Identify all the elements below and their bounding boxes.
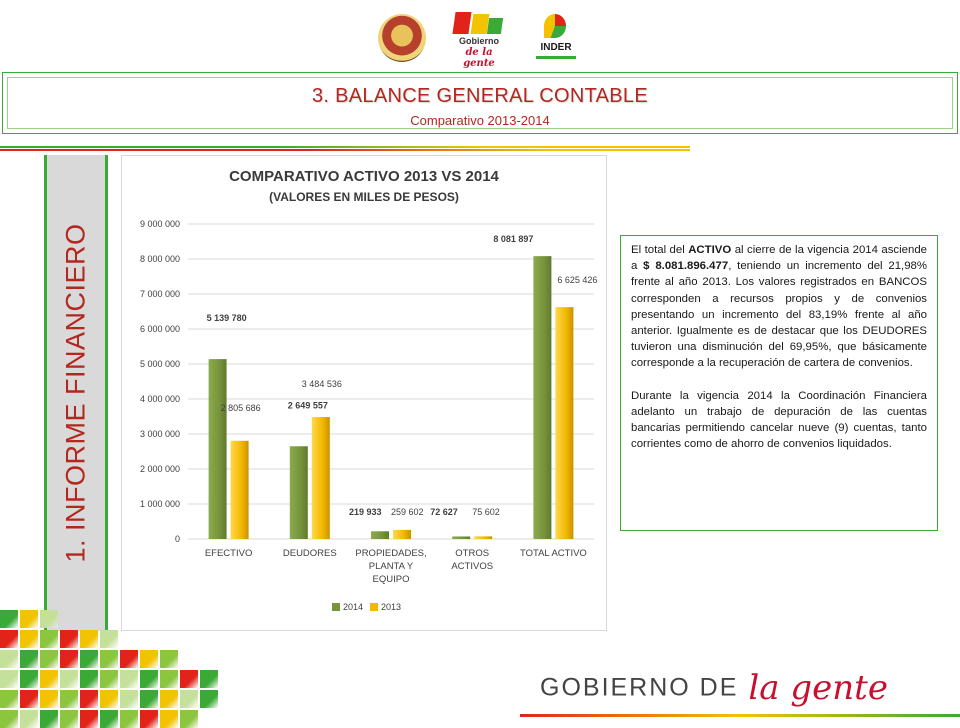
x-category-label: DEUDORES	[282, 548, 337, 559]
bar-2013	[231, 441, 249, 539]
mosaic-tile	[60, 650, 78, 668]
mosaic-tile	[0, 610, 18, 628]
gobierno-de-la-gente-logo	[448, 12, 510, 69]
mosaic-tile	[40, 610, 58, 628]
page-title: 3. BALANCE GENERAL CONTABLE	[312, 85, 648, 107]
p1-activo-bold: ACTIVO	[688, 244, 732, 256]
title-box	[2, 72, 958, 134]
mosaic-tile	[180, 670, 198, 688]
logo-shape-red	[452, 12, 471, 34]
x-category-label: PROPIEDADES,	[355, 548, 427, 559]
bar-2013	[393, 530, 411, 539]
y-tick-label: 1 000 000	[139, 499, 180, 509]
inder-logo-text: INDER	[540, 42, 572, 53]
footer-logo-text-1: GOBIERNO DE	[540, 673, 739, 702]
legend-label-2013: 2013	[381, 602, 402, 612]
bar-chart	[122, 156, 608, 632]
data-label-2013: 75 602	[472, 507, 500, 517]
mosaic-tile	[20, 630, 38, 648]
mosaic-tile	[100, 670, 118, 688]
data-label-2014: 2 649 557	[287, 400, 328, 411]
mosaic-tile	[40, 710, 58, 728]
bar-2014	[209, 359, 227, 539]
inder-logo-underline	[536, 56, 576, 59]
mosaic-tile	[0, 630, 18, 648]
legend-swatch-2014	[332, 603, 340, 611]
y-tick-label: 2 000 000	[139, 464, 180, 474]
page-subtitle: Comparativo 2013-2014	[410, 113, 550, 128]
mosaic-tile	[80, 690, 98, 708]
x-category-label: ACTIVOS	[451, 561, 494, 572]
mosaic-tile	[20, 670, 38, 688]
logo-shape-green	[487, 18, 503, 34]
mosaic-tile	[180, 710, 198, 728]
data-label-2014: 5 139 780	[206, 313, 247, 324]
mosaic-tile	[120, 690, 138, 708]
chart-subtitle: (VALORES EN MILES DE PESOS)	[269, 190, 459, 204]
mosaic-tile	[40, 650, 58, 668]
mosaic-tile	[0, 690, 18, 708]
p1-text-e: , teniendo un incremento del 21,98% frente al año 2013. Los valores registrados en BANCOS corresponden a recursos propios y de convenios presentando un incremento del 83,19% frente al año anterior. Igualmente es de destacar que los DEUDORES tuvieron una disminución del 69,95%, que básicamente corresponde a la recuperación de cartera de convenios.	[631, 260, 928, 370]
mosaic-tile	[120, 710, 138, 728]
x-category-label: EFECTIVO	[204, 548, 253, 559]
y-tick-label: 7 000 000	[139, 289, 180, 299]
mosaic-tile	[140, 650, 158, 668]
data-label-2013: 259 602	[391, 507, 424, 517]
mosaic-tile	[100, 710, 118, 728]
mosaic-tile	[40, 670, 58, 688]
bar-2013	[474, 536, 492, 539]
side-banner-text: 1. INFORME FINANCIERO	[60, 223, 91, 563]
bar-2014	[371, 531, 389, 539]
data-label-2014: 219 933	[349, 507, 382, 517]
x-category-label: OTROS	[455, 548, 490, 559]
header-logos	[370, 8, 590, 70]
mosaic-tile	[80, 650, 98, 668]
side-banner	[44, 155, 108, 631]
mosaic-tile	[20, 710, 38, 728]
y-tick-label: 3 000 000	[139, 429, 180, 439]
decorative-mosaic	[0, 610, 240, 720]
mosaic-tile	[100, 630, 118, 648]
description-text-box	[620, 235, 938, 531]
footer-logo-text-2: la gente	[748, 668, 888, 708]
mosaic-tile	[140, 710, 158, 728]
legend-label-2014: 2014	[343, 602, 364, 612]
data-label-2014: 72 627	[430, 507, 458, 517]
data-label-2013: 2 805 686	[220, 402, 261, 413]
mosaic-tile	[80, 630, 98, 648]
chart-panel	[121, 155, 607, 631]
mosaic-tile	[140, 690, 158, 708]
mosaic-tile	[180, 690, 198, 708]
mosaic-tile	[160, 670, 178, 688]
y-tick-label: 9 000 000	[139, 219, 180, 229]
gobierno-logo-line1: Gobierno	[459, 36, 499, 46]
chart-title: COMPARATIVO ACTIVO 2013 VS 2014	[229, 168, 499, 185]
bar-2014	[290, 446, 308, 539]
mosaic-tile	[140, 670, 158, 688]
mosaic-tile	[0, 670, 18, 688]
decorative-stripes	[0, 146, 690, 151]
p1-amount-bold: $ 8.081.896.477	[643, 260, 729, 273]
bar-2013	[555, 307, 573, 539]
mosaic-tile	[20, 650, 38, 668]
legend-swatch-2013	[370, 603, 378, 611]
y-tick-label: 6 000 000	[139, 324, 180, 334]
footer-logo	[540, 668, 888, 712]
y-tick-label: 0	[174, 534, 180, 544]
bar-2014	[452, 536, 470, 539]
mosaic-tile	[160, 690, 178, 708]
y-tick-label: 5 000 000	[139, 359, 180, 369]
mosaic-tile	[100, 650, 118, 668]
footer-color-bar	[520, 714, 960, 717]
mosaic-tile	[120, 670, 138, 688]
seal-logo-icon	[378, 14, 426, 62]
data-label-2013: 3 484 536	[301, 379, 342, 390]
inder-swirl-icon	[544, 14, 566, 38]
mosaic-tile	[60, 630, 78, 648]
bar-2014	[533, 256, 551, 539]
mosaic-tile	[200, 690, 218, 708]
mosaic-tile	[20, 610, 38, 628]
mosaic-tile	[160, 710, 178, 728]
bar-2013	[312, 417, 330, 539]
data-label-2013: 6 625 426	[557, 275, 598, 286]
p1-text-a: El total del	[631, 244, 689, 256]
description-paragraph-2: Durante la vigencia 2014 la Coordinación Financiera adelanto un trabajo de depuración de las cuentas bancarias permitiendo cancelar nueve (9) cuentas, tanto corrientes como de ahorro de convenios liquidados.	[631, 389, 927, 451]
mosaic-tile	[80, 710, 98, 728]
mosaic-tile	[0, 710, 18, 728]
mosaic-tile	[60, 690, 78, 708]
y-tick-label: 8 000 000	[139, 254, 180, 264]
y-tick-label: 4 000 000	[139, 394, 180, 404]
mosaic-tile	[100, 690, 118, 708]
mosaic-tile	[60, 670, 78, 688]
mosaic-tile	[20, 690, 38, 708]
gobierno-logo-line2: de la gente	[463, 47, 495, 69]
mosaic-tile	[40, 630, 58, 648]
mosaic-tile	[160, 650, 178, 668]
mosaic-tile	[0, 650, 18, 668]
data-label-2014: 8 081 897	[493, 234, 534, 245]
x-category-label: EQUIPO	[372, 574, 410, 585]
x-category-label: TOTAL ACTIVO	[519, 548, 587, 559]
p1-text-c: al cierre de la vigencia 2014 asciende a	[631, 244, 927, 273]
mosaic-tile	[80, 670, 98, 688]
mosaic-tile	[200, 670, 218, 688]
x-category-label: PLANTA Y	[368, 561, 414, 572]
inder-logo	[528, 14, 584, 64]
mosaic-tile	[60, 710, 78, 728]
mosaic-tile	[40, 690, 58, 708]
description-paragraph-1	[631, 242, 927, 372]
mosaic-tile	[120, 650, 138, 668]
